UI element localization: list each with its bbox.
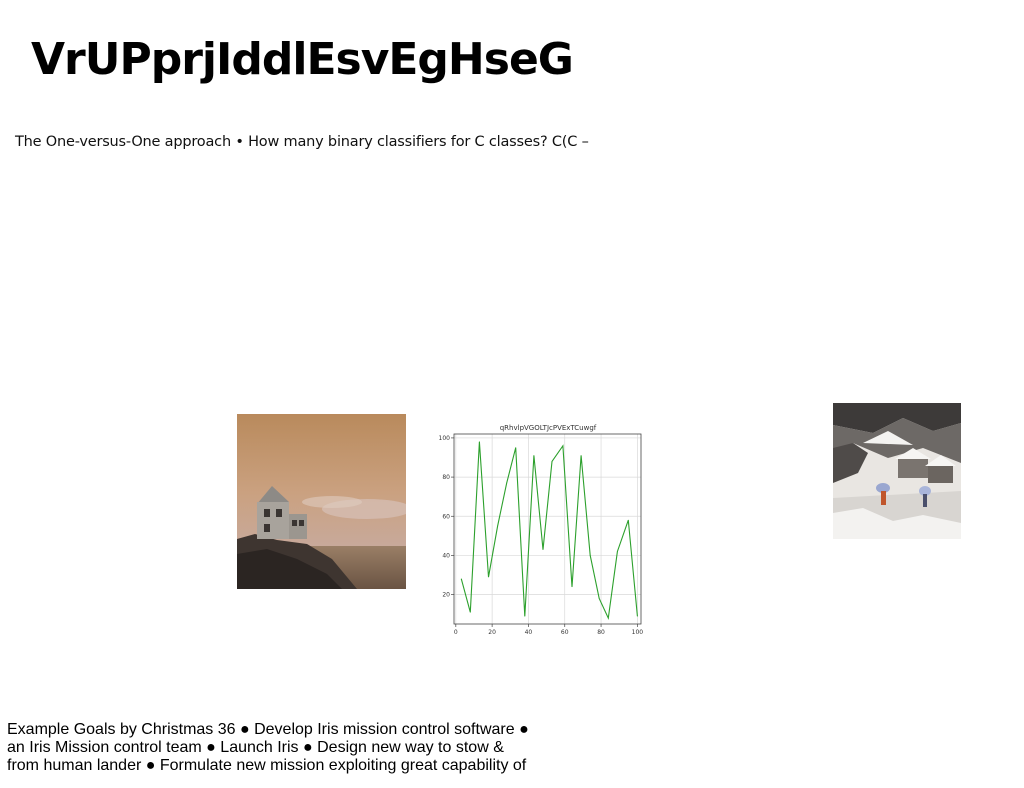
- slide-title: VrUPprjIddlEsvEgHseG: [31, 34, 573, 85]
- data-point: [590, 555, 591, 556]
- data-point: [572, 586, 573, 587]
- x-tick-label: 60: [560, 629, 569, 636]
- data-point: [479, 441, 480, 442]
- data-point: [608, 618, 609, 619]
- data-point: [470, 612, 471, 613]
- x-tick-label: 80: [597, 629, 605, 636]
- data-point: [515, 447, 516, 448]
- y-tick-label: 60: [442, 513, 450, 521]
- goals-line: an Iris Mission control team ● Launch Iris ● Design new way to stow &: [7, 739, 504, 756]
- y-tick-label: 80: [442, 474, 450, 482]
- y-tick-label: 20: [442, 591, 450, 599]
- snowy-village-image: [833, 403, 961, 539]
- data-point: [637, 616, 638, 617]
- data-point: [497, 526, 498, 527]
- goals-text: [7, 721, 547, 775]
- goals-line: from human lander ● Formulate new mission exploiting great capability of: [7, 757, 527, 774]
- y-tick-label: 100: [438, 434, 450, 442]
- line-chart: [437, 420, 647, 640]
- data-point: [628, 520, 629, 521]
- data-point: [552, 461, 553, 462]
- data-point: [617, 551, 618, 552]
- data-point: [581, 455, 582, 456]
- data-point: [488, 577, 489, 578]
- house-on-cliff-image: [237, 414, 406, 589]
- data-point: [461, 579, 462, 580]
- chart-title: qRhvlpVGOLTJcPVExTCuwgf: [499, 424, 597, 432]
- y-tick-label: 40: [442, 552, 450, 560]
- data-point: [533, 455, 534, 456]
- goals-line: Example Goals by Christmas 36 ● Develop Iris mission control software ●: [7, 721, 529, 738]
- x-tick-label: 20: [488, 629, 496, 636]
- x-tick-label: 40: [524, 629, 533, 636]
- x-tick-label: 0: [453, 629, 458, 636]
- data-point: [599, 598, 600, 599]
- data-point: [563, 445, 564, 446]
- data-point: [524, 616, 525, 617]
- data-point: [543, 549, 544, 550]
- x-tick-label: 100: [631, 629, 644, 636]
- slide-subtitle: The One-versus-One approach • How many binary classifiers for C classes? C(C –: [15, 134, 589, 150]
- data-point: [506, 483, 507, 484]
